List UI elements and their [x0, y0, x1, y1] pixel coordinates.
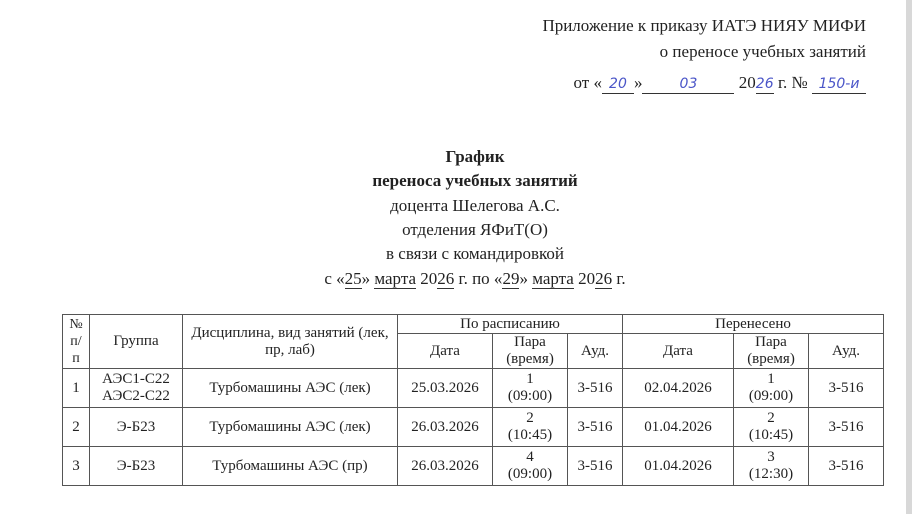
row-pair — [493, 408, 568, 447]
row-new-room: 3-516 — [809, 408, 884, 447]
col-pair-header: Пара (время) — [493, 334, 568, 369]
handwritten-month: 03 — [642, 75, 734, 94]
end-year-prefix: 20 — [578, 269, 596, 288]
start-quote: » — [361, 269, 371, 288]
row-date: 26.03.2026 — [398, 408, 493, 447]
pair-time: (09:00) — [507, 388, 553, 404]
col-date-header: Дата — [398, 334, 493, 369]
doc-subtitle: переноса учебных занятий — [372, 171, 578, 190]
start-month: марта — [374, 269, 417, 288]
row-date: 26.03.2026 — [398, 447, 493, 486]
end-day: 29 — [502, 269, 520, 288]
row-room: 3-516 — [568, 447, 623, 486]
start-day: 25 — [344, 269, 362, 288]
end-quote: » — [519, 269, 528, 288]
schedule-table — [62, 314, 884, 486]
period-mid: г. по « — [458, 269, 503, 288]
row-new-pair — [734, 369, 809, 408]
pair-number: 1 — [526, 371, 534, 387]
row-room: 3-516 — [568, 408, 623, 447]
col-schedule-header: По расписанию — [398, 315, 623, 334]
row-new-pair — [734, 408, 809, 447]
table-row — [63, 408, 884, 447]
row-discipline: Турбомашины АЭС (лек) — [183, 408, 398, 447]
end-month: марта — [532, 269, 574, 288]
row-new-date: 01.04.2026 — [623, 447, 734, 486]
table-row — [63, 369, 884, 408]
quote-close: » — [633, 73, 643, 92]
col-new-room-header: Ауд. — [809, 334, 884, 369]
pair-time: (10:45) — [507, 427, 553, 443]
new-pair-number: 1 — [767, 371, 775, 387]
row-discipline: Турбомашины АЭС (лек) — [183, 369, 398, 408]
col-new-date-header: Дата — [623, 334, 734, 369]
pair-number: 4 — [526, 449, 534, 465]
row-new-pair — [734, 447, 809, 486]
row-new-date: 01.04.2026 — [623, 408, 734, 447]
handwritten-day: 20 — [602, 75, 634, 94]
header-line-1: Приложение к приказу ИАТЭ НИЯУ МИФИ — [542, 16, 866, 35]
row-pair — [493, 369, 568, 408]
row-num: 2 — [63, 408, 90, 447]
row-new-room: 3-516 — [809, 447, 884, 486]
row-group: АЭС1-С22 АЭС2-С22 — [90, 369, 183, 408]
new-pair-time: (12:30) — [748, 466, 794, 482]
new-pair-number: 2 — [767, 410, 775, 426]
row-group: Э-Б23 — [90, 447, 183, 486]
title-teacher: доцента Шелегова А.С. — [390, 196, 560, 215]
row-new-room: 3-516 — [809, 369, 884, 408]
start-year-suffix: 26 — [437, 269, 455, 288]
col-new-pair-header: Пара (время) — [734, 334, 809, 369]
row-num: 1 — [63, 369, 90, 408]
start-year-prefix: 20 — [420, 269, 438, 288]
pair-time: (09:00) — [507, 466, 553, 482]
col-discipline-header: Дисциплина, вид занятий (лек, пр, лаб) — [183, 315, 398, 369]
period-prefix: с « — [324, 269, 345, 288]
new-pair-time: (09:00) — [748, 388, 794, 404]
year-label: г. № — [777, 73, 808, 92]
col-num-header: № п/ п — [63, 315, 90, 369]
col-moved-header: Перенесено — [623, 315, 884, 334]
header-line-2: о переносе учебных занятий — [659, 42, 866, 61]
title-department: отделения ЯФиТ(О) — [402, 220, 548, 239]
end-year-suffix: 26 — [595, 269, 613, 288]
new-pair-number: 3 — [767, 449, 775, 465]
period-end: г. — [616, 269, 626, 288]
row-discipline: Турбомашины АЭС (пр) — [183, 447, 398, 486]
doc-title: График — [445, 147, 505, 166]
year-prefix: 20 — [738, 73, 756, 92]
title-period — [0, 268, 912, 290]
pair-number: 2 — [526, 410, 534, 426]
row-room: 3-516 — [568, 369, 623, 408]
row-num: 3 — [63, 447, 90, 486]
col-room-header: Ауд. — [568, 334, 623, 369]
handwritten-number: 150-и — [812, 75, 866, 94]
new-pair-time: (10:45) — [748, 427, 794, 443]
col-group-header: Группа — [90, 315, 183, 369]
row-date: 25.03.2026 — [398, 369, 493, 408]
from-prefix: от « — [573, 73, 602, 92]
title-reason: в связи с командировкой — [386, 244, 564, 263]
row-new-date: 02.04.2026 — [623, 369, 734, 408]
scan-edge — [906, 0, 912, 514]
handwritten-year: 26 — [755, 76, 774, 92]
table-row — [63, 447, 884, 486]
row-group: Э-Б23 — [90, 408, 183, 447]
order-date-line — [574, 73, 867, 94]
row-pair — [493, 447, 568, 486]
